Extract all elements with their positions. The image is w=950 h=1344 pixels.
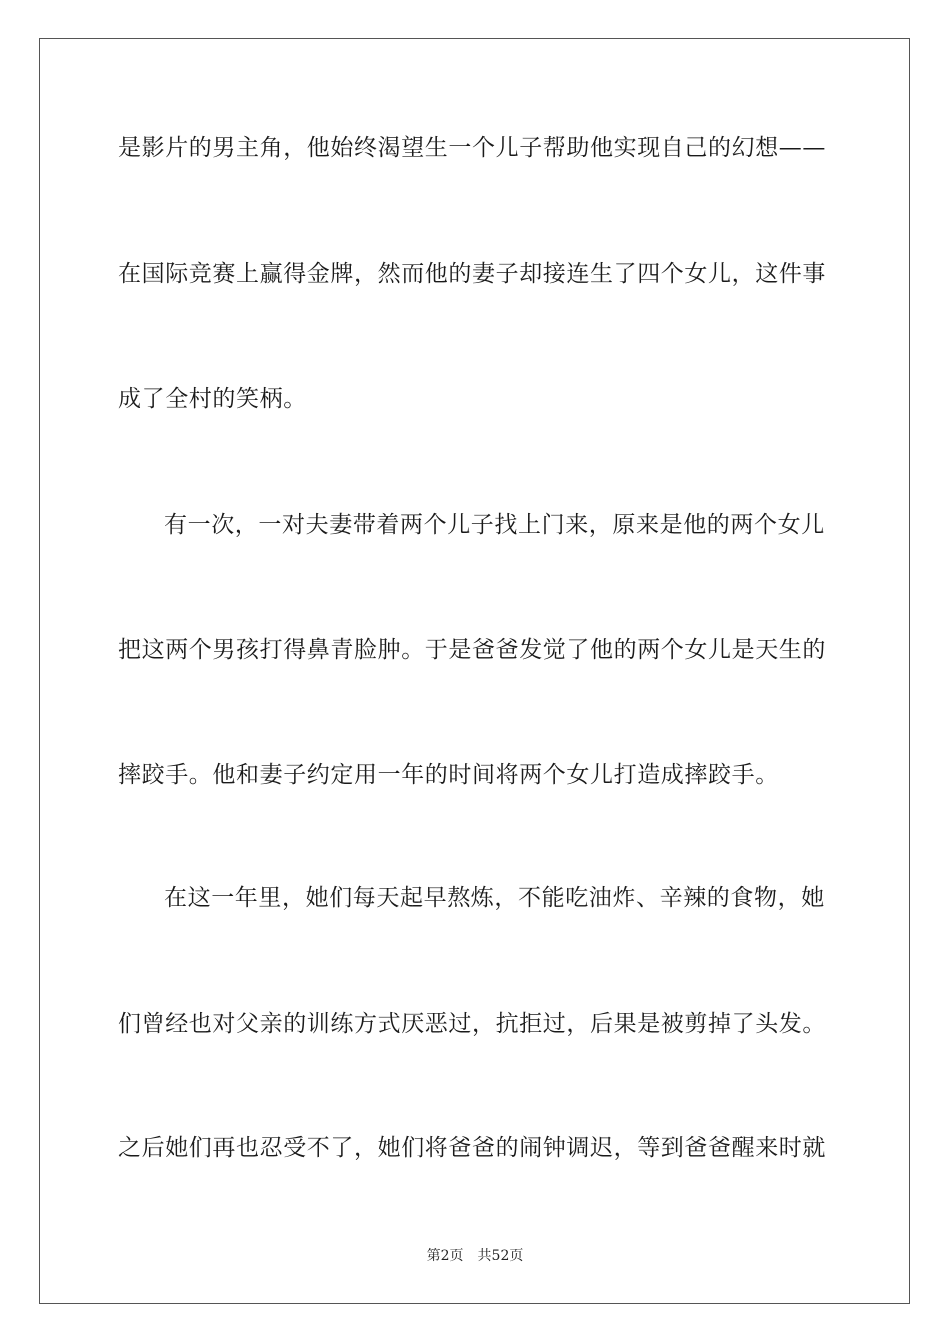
text-line: 们曾经也对父亲的训练方式厌恶过，抗拒过，后果是被剪掉了头发。 — [118, 1011, 826, 1037]
text-line: 摔跤手。他和妻子约定用一年的时间将两个女儿打造成摔跤手。 — [118, 762, 779, 788]
text-line: 在这一年里，她们每天起早熬炼，不能吃油炸、辛辣的食物，她 — [164, 885, 825, 911]
text-line: 把这两个男孩打得鼻青脸肿。于是爸爸发觉了他的两个女儿是天生的 — [118, 637, 826, 663]
page-number: 第2页 — [426, 1248, 464, 1264]
text-line: 是影片的男主角，他始终渴望生一个儿子帮助他实现自己的幻想—— — [118, 135, 826, 161]
page-footer — [0, 1247, 950, 1265]
page-border — [39, 38, 910, 1304]
text-line: 之后她们再也忍受不了，她们将爸爸的闹钟调迟，等到爸爸醒来时就 — [118, 1135, 826, 1161]
text-line: 有一次，一对夫妻带着两个儿子找上门来，原来是他的两个女儿 — [164, 512, 825, 538]
text-line: 在国际竞赛上赢得金牌，然而他的妻子却接连生了四个女儿，这件事 — [118, 261, 826, 287]
page-total: 共52页 — [477, 1248, 524, 1264]
text-line: 成了全村的笑柄。 — [118, 386, 307, 412]
